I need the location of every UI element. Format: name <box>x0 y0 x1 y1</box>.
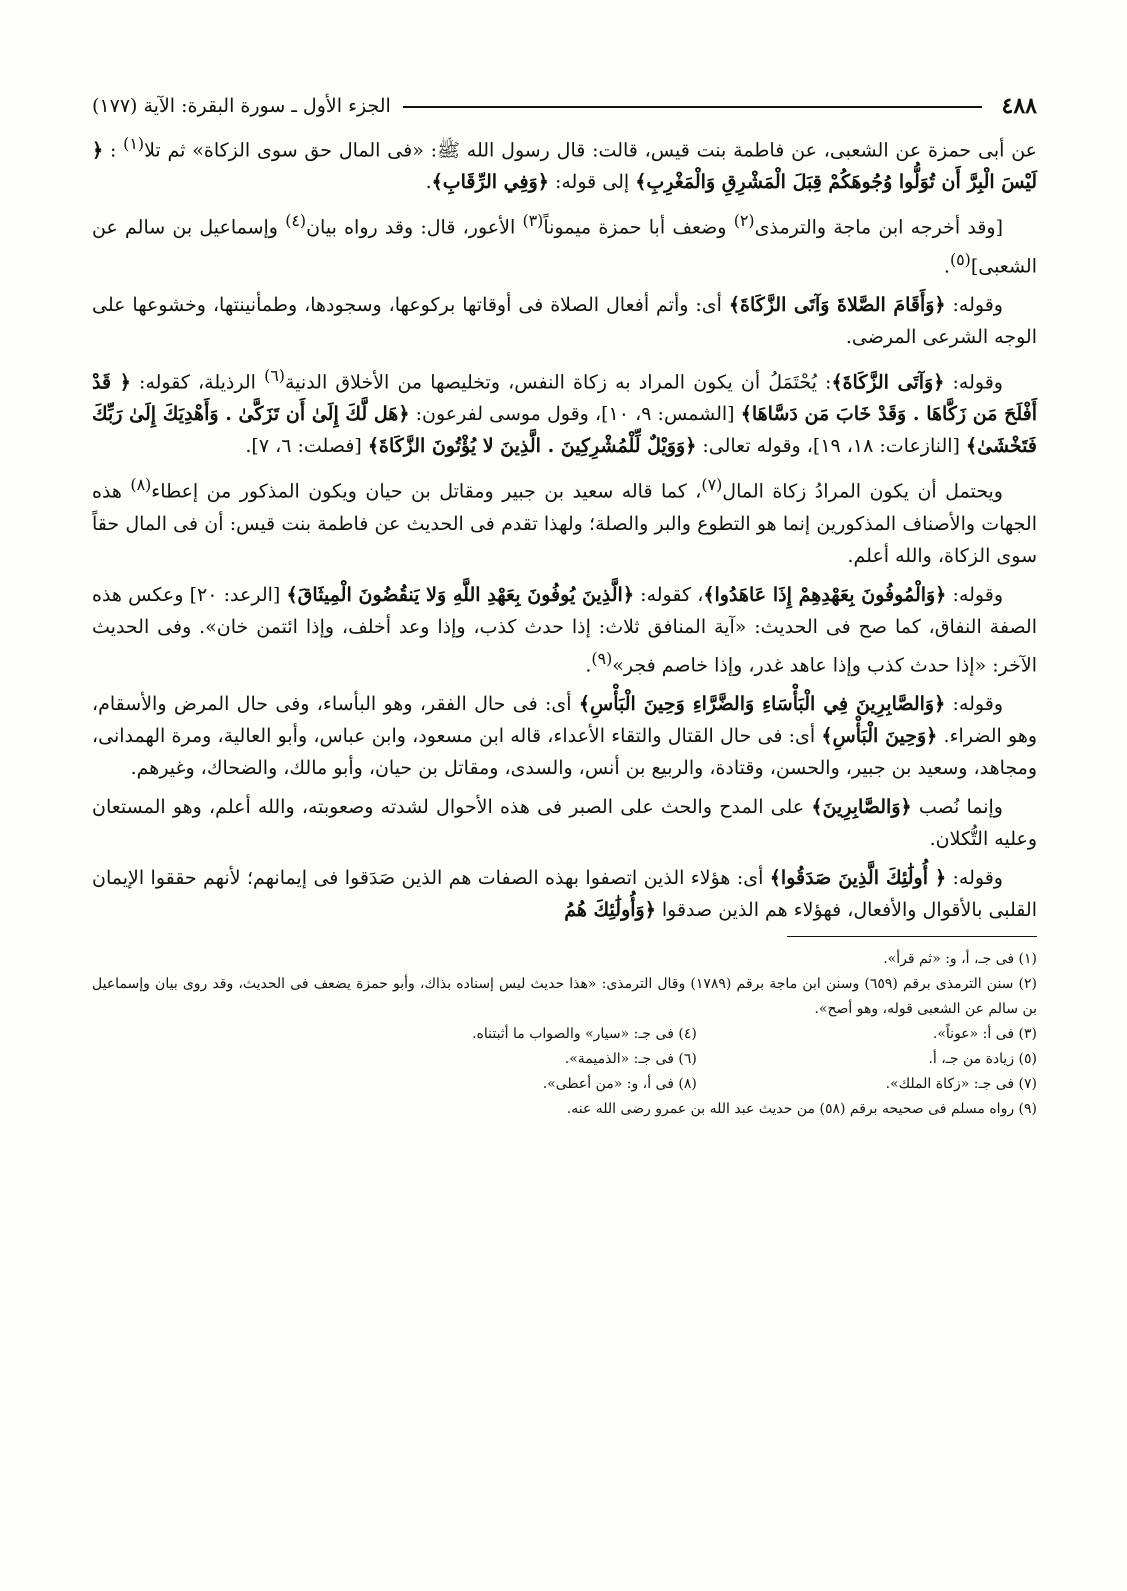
text-span: على المدح والحث على الصبر فى هذه الأحوال لشدته وصعوبته، والله أعلم، وهو المستعان وعليه التُّكلان. <box>92 795 1037 850</box>
text-span: ويحتمل أن يكون المرادُ زكاة المال <box>722 480 1003 503</box>
text-span: هذه الجهات والأصناف المذكورين إنما هو التطوع والبر والصلة؛ ولهذا تقدم فى الحديث عن فاطمة بنت قيس: أن فى المال حقاً سوى الزكاة، والله أعلم. <box>92 480 1037 567</box>
quran-verse: ﴿ قَدْ أَفْلَحَ مَن زَكَّاهَا . وَقَدْ خَابَ مَن دَسَّاهَا﴾ <box>92 371 1038 426</box>
quran-verse: ﴿وَالصَّابِرِينَ فِي الْبَأْسَاءِ وَالضَّرَّاءِ وَحِينَ الْبَأْسِ﴾ <box>578 692 946 715</box>
text-span: . <box>943 254 950 277</box>
page-header <box>92 86 1037 126</box>
quran-verse: ﴿وَالصَّابِرِينَ﴾ <box>811 795 912 818</box>
quran-verse: ﴿هَل لَّكَ إِلَىٰ أَن تَزَكَّىٰ . وَأَهْدِيَكَ إِلَىٰ رَبِّكَ فَتَخْشَىٰ﴾ <box>92 403 1037 458</box>
text-span: أى: فى حال القتال والتقاء الأعداء، قاله ابن مسعود، وابن عباس، وأبو العالية، ومرة الهمدانى، ومجاهد، وسعيد بن جبير، والحسن، وقتادة، والربيع بن أنس، والسدى، ومقاتل بن حيان، وأبو مالك، والضحاك، وغيرهم. <box>92 724 1037 779</box>
footnote-8: (٨) فى أ، و: «من أعطى». <box>542 1075 697 1092</box>
text-span: وإسماعيل بن سالم عن الشعبى] <box>92 216 1037 277</box>
text-span: ، كقوله: <box>633 583 704 606</box>
footnote-ref-2: (٢) <box>733 211 755 231</box>
text-span: وضعف أبا حمزة ميموناً <box>543 216 734 239</box>
text-span: وقوله: <box>945 293 1003 316</box>
footnote-ref-8: (٨) <box>130 475 152 495</box>
footnote-ref-3: (٣) <box>522 211 544 231</box>
text-span: أى: فى حال الفقر، وهو البأساء، وفى حال المرض والأسقام، وهو الضراء. <box>92 692 1038 747</box>
footnote-ref-9: (٩) <box>591 648 613 668</box>
paragraph-8 <box>92 791 1037 855</box>
footnote-ref-7: (٧) <box>701 475 723 495</box>
paragraph-3 <box>92 289 1037 353</box>
text-span: . <box>585 653 592 676</box>
footnote-6: (٦) فى جـ: «الذميمة». <box>564 1050 697 1067</box>
text-span: [النازعات: ١٨، ١٩]، وقوله تعالى: <box>696 435 966 458</box>
footnote-ref-5: (٥) <box>949 249 971 269</box>
text-span: إلى قوله: <box>548 171 636 194</box>
paragraph-1 <box>92 128 1037 198</box>
footnote-4: (٤) فى جـ: «سيار» والصواب ما أثبتناه. <box>472 1025 697 1042</box>
page-number: ٤٨٨ <box>1001 93 1037 119</box>
quran-verse: ﴿وَالْمُوفُونَ بِعَهْدِهِمْ إِذَا عَاهَدُوا﴾ <box>703 583 947 606</box>
quran-verse: ﴿وَأَقَامَ الصَّلاةَ وَآتَى الزَّكَاةَ﴾ <box>728 293 946 316</box>
footnote-rule <box>787 936 1037 937</box>
footnote-row <box>92 1072 1037 1097</box>
footnote-ref-1: (١) <box>123 134 145 153</box>
footnote-ref-6: (٦) <box>264 365 285 385</box>
text-span: [فصلت: ٦، ٧]. <box>245 435 368 458</box>
header-rule <box>403 106 982 108</box>
quran-verse: ﴿ أُولَٰئِكَ الَّذِينَ صَدَقُوا﴾ <box>769 866 947 889</box>
text-span: وقوله: <box>946 583 1003 606</box>
text-span: : يُحْتَمَلُ أن يكون المراد به زكاة النفس، وتخليصها من الأخلاق الدنية <box>284 371 832 394</box>
footnote-9: (٩) رواه مسلم فى صحيحه برقم (٥٨) من حديث عبد الله بن عمرو رضى الله عنه. <box>566 1100 1037 1117</box>
text-span: وقوله: <box>944 371 1003 394</box>
text-span: [وقد أخرجه ابن ماجة والترمذى <box>754 216 1003 239</box>
footnotes <box>92 947 1037 1122</box>
paragraph-7 <box>92 688 1037 784</box>
text-span: [الرعد: ٢٠] وعكس هذه الصفة النفاق، كما صح فى الحديث: «آية المنافق ثلاث: إذا حدث كذب، وإذا وعد أخلف، وإذا ائتمن خان». وفى الحديث الآخر: «إذا حدث كذب وإذا عاهد غدر، وإذا خاصم فجر» <box>92 583 1037 676</box>
text-span: الرذيلة، كقوله: <box>130 371 265 394</box>
footnote-3: (٣) فى أ: «عوناً». <box>932 1025 1037 1042</box>
text-span: الأعور، قال: وقد رواه بيان <box>306 216 523 239</box>
text-span: وقوله: <box>946 866 1003 889</box>
quran-verse: ﴿ لَيْسَ الْبِرَّ أَن تُوَلُّوا وُجُوهَكُمْ قِبَلَ الْمَشْرِقِ وَالْمَغْرِبِ﴾ <box>92 139 1037 194</box>
paragraph-9 <box>92 862 1037 926</box>
footnote-7: (٧) فى جـ: «زكاة الملك». <box>885 1075 1037 1092</box>
quran-verse: ﴿وَفِي الرِّقَابِ﴾ <box>431 171 549 194</box>
footnote-5: (٥) زيادة من جـ، أ. <box>928 1050 1037 1067</box>
quran-verse: ﴿الَّذِينَ يُوفُونَ بِعَهْدِ اللَّهِ وَلا يَنقُضُونَ الْمِيثَاقَ﴾ <box>286 583 634 606</box>
quran-verse: ﴿وَأُولَٰئِكَ هُمُ <box>564 898 656 921</box>
footnote-2: (٢) سنن الترمذى برقم (٦٥٩) وسنن ابن ماجة برقم (١٧٨٩) وقال الترمذى: «هذا حديث ليس إسناده بذاك، وأبو حمزة يضعف فى الحديث، وقد روى بيان وإسماعيل بن سالم عن الشعبى قوله، وهو أصح». <box>92 975 1038 1017</box>
text-span: : <box>103 139 124 162</box>
footnote-1: (١) فى جـ، أ، و: «ثم قرأ». <box>883 950 1037 967</box>
text-span: وقوله: <box>945 692 1004 715</box>
footnote-ref-4: (٤) <box>285 211 307 231</box>
text-span: أى: وأتم أفعال الصلاة فى أوقاتها بركوعها، وسجودها، وطمأنينتها، وخشوعها على الوجه الشرعى المرضى. <box>92 293 1037 348</box>
paragraph-4 <box>92 360 1037 462</box>
text-span: عن أبى حمزة عن الشعبى، عن فاطمة بنت قيس، قالت: قال رسول الله ﷺ: «فى المال حق سوى الزكاة» ثم تلا <box>144 139 1037 162</box>
text-span: أى: هؤلاء الذين اتصفوا بهذه الصفات هم الذين صَدَقوا فى إيمانهم؛ لأنهم حققوا الإيمان القلبى بالأقوال والأفعال، فهؤلاء هم الذين صدقوا <box>92 866 1037 921</box>
text-span: ، كما قاله سعيد بن جبير ومقاتل بن حيان ويكون المذكور من إعطاء <box>151 480 702 503</box>
footnote-row <box>92 1022 1037 1047</box>
book-page <box>92 86 1037 1122</box>
text-span: وإنما نُصب <box>911 795 1003 818</box>
paragraph-5 <box>92 469 1037 571</box>
quran-verse: ﴿وَوَيْلٌ لِّلْمُشْرِكِينَ . الَّذِينَ لا يُؤْتُونَ الزَّكَاةَ﴾ <box>367 435 697 458</box>
footnote-row <box>92 1047 1037 1072</box>
paragraph-2 <box>92 205 1037 282</box>
text-span: . <box>425 171 432 194</box>
main-text <box>92 128 1037 926</box>
text-span: [الشمس: ٩، ١٠]، وقول موسى لفرعون: <box>409 403 741 426</box>
paragraph-6 <box>92 579 1037 681</box>
quran-verse: ﴿وَحِينَ الْبَأْسِ﴾ <box>821 724 938 747</box>
quran-verse: ﴿وَآتَى الزَّكَاةَ﴾ <box>831 371 945 394</box>
running-title: الجزء الأول ـ سورة البقرة: الآية (١٧٧) <box>92 95 391 117</box>
